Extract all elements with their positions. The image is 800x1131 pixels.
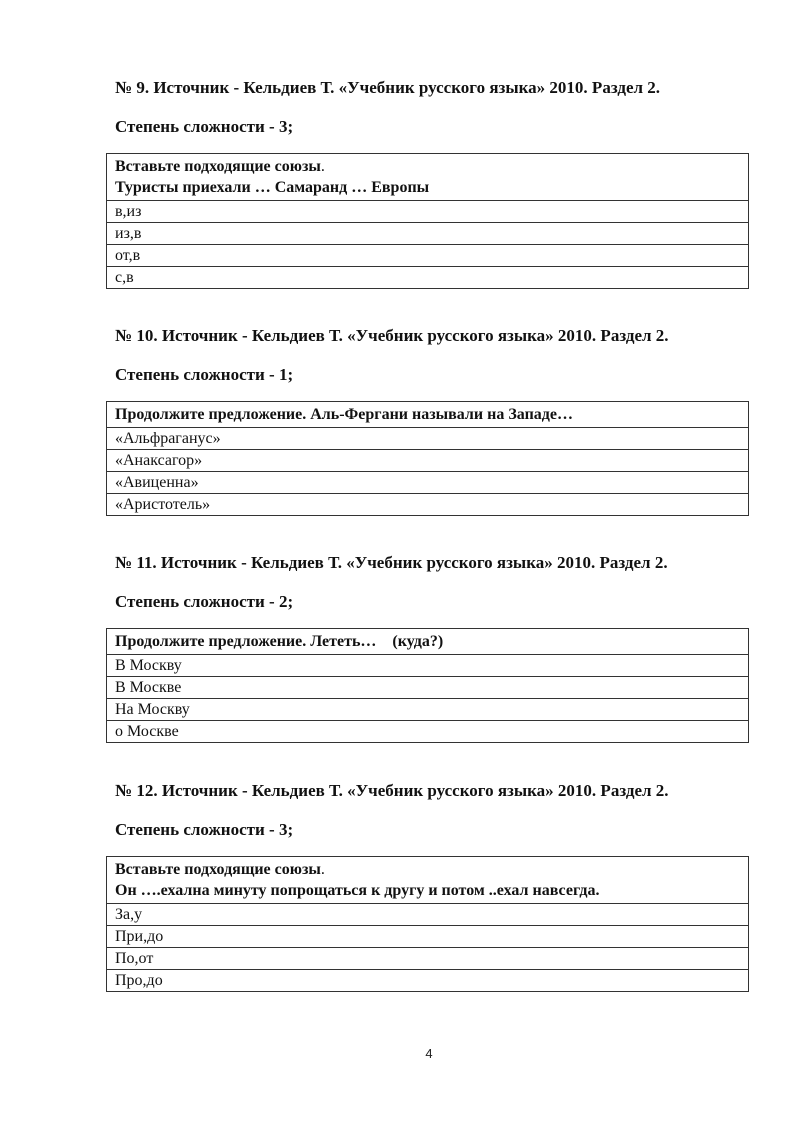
answer-option: При,до [107,926,748,948]
prompt-line-1: Продолжите предложение. Аль-Фергани называли на Западе… [115,406,573,423]
answer-option: «Анаксагор» [107,450,748,472]
difficulty-level: Степень сложности - 1; [115,365,294,384]
answer-option: В Москве [107,677,748,699]
prompt-line-1: Продолжите предложение. Лететь… (куда?) [115,633,444,650]
answer-option: «Авиценна» [107,472,748,494]
prompt-line-1: Вставьте подходящие союзы [115,158,321,175]
question-table [106,628,749,743]
question-table [106,153,749,289]
difficulty-level: Степень сложности - 3; [115,820,294,839]
answer-option: «Альфраганус» [107,428,748,450]
answer-option: о Москве [115,723,179,740]
question-heading: № 11. Источник - Кельдиев Т. «Учебник русского языка» 2010. Раздел 2. [115,553,668,572]
difficulty-level: Степень сложности - 2; [115,592,294,611]
question-heading: № 10. Источник - Кельдиев Т. «Учебник русского языка» 2010. Раздел 2. [115,326,669,345]
prompt-line-2: Он ….ехална минуту попрощаться к другу и потом ..ехал навсегда. [115,882,600,899]
prompt-line-1-suffix: . [320,861,325,878]
answer-option: из,в [107,223,748,245]
question-heading: № 9. Источник - Кельдиев Т. «Учебник русского языка» 2010. Раздел 2. [115,78,661,97]
answer-option: с,в [115,269,134,286]
answer-option: По,от [107,948,748,970]
answer-option: «Аристотель» [115,496,211,513]
difficulty-level: Степень сложности - 3; [115,117,294,136]
question-heading: № 12. Источник - Кельдиев Т. «Учебник русского языка» 2010. Раздел 2. [115,781,669,800]
page-number: 4 [425,1046,433,1061]
question-prompt [107,857,748,904]
answer-option: В Москву [107,655,748,677]
question-prompt [107,402,748,428]
answer-option: в,из [107,201,748,223]
question-table [106,401,749,516]
prompt-line-1: Вставьте подходящие союзы [115,861,321,878]
question-prompt [107,154,748,201]
answer-option: Про,до [115,972,163,989]
prompt-line-2: Туристы приехали … Самаранд … Европы [115,179,430,196]
answer-option: На Москву [107,699,748,721]
question-prompt [107,629,748,655]
question-table [106,856,749,992]
prompt-line-1-suffix: . [320,158,325,175]
answer-option: За,у [107,904,748,926]
answer-option: от,в [107,245,748,267]
